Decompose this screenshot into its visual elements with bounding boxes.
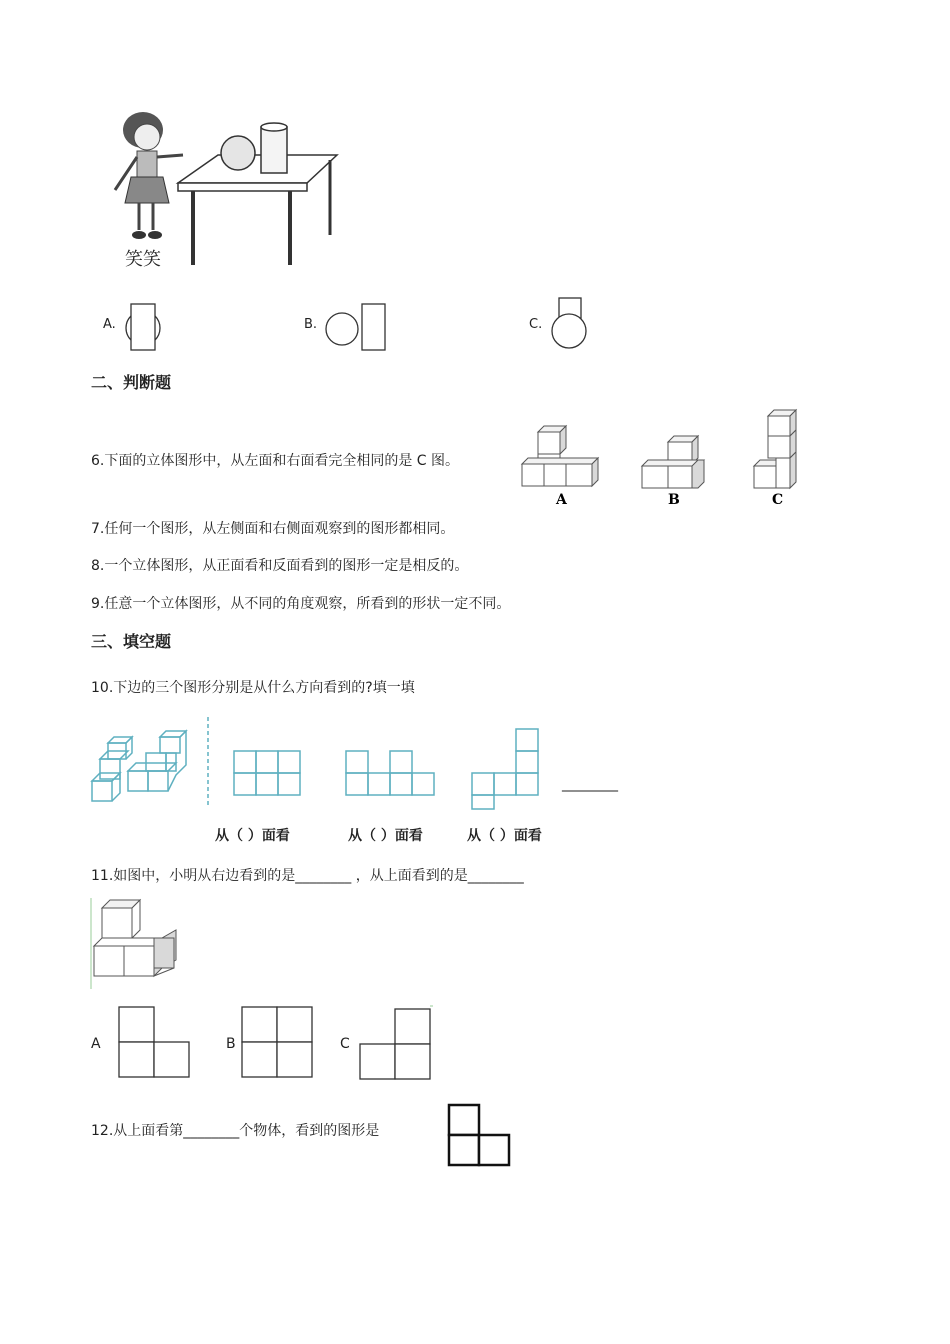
- q5-option-b[interactable]: [304, 302, 404, 354]
- q10-caption-3: 从（ ）面看: [467, 828, 542, 844]
- section-title-judgement: 二、判断题: [91, 373, 172, 392]
- question-6: 6.下面的立体图形中，从左面和右面看完全相同的是 C 图。: [91, 453, 460, 469]
- cube-figure-c: [754, 410, 796, 508]
- q12-top-view-shape: [446, 1102, 512, 1168]
- option-letter: C.: [529, 317, 543, 332]
- ball: [221, 136, 255, 170]
- question-7: 7.任何一个图形，从左侧面和右侧面观察到的图形都相同。: [91, 521, 455, 537]
- teal-view-2: [346, 751, 434, 795]
- teal-cube-structure: [92, 731, 186, 801]
- q11-option-b-label[interactable]: B: [226, 1036, 236, 1052]
- cylinder: [261, 127, 287, 173]
- q5-option-c[interactable]: [529, 296, 609, 354]
- option-b-shape: [322, 302, 392, 354]
- figure-label: 笑笑: [125, 249, 161, 270]
- q10-caption-1: 从（ ）面看: [215, 828, 290, 844]
- q11-option-b-grid[interactable]: [240, 1005, 314, 1079]
- question-12: 12.从上面看第________个物体，看到的图形是: [91, 1123, 380, 1139]
- option-letter: B.: [304, 317, 318, 332]
- cube-figure-a: [522, 426, 598, 508]
- question-11: 11.如图中，小明从右边看到的是________ ，从上面看到的是________: [91, 868, 524, 884]
- question-8: 8.一个立体图形，从正面看和反面看到的图形一定是相反的。: [91, 558, 469, 574]
- q11-option-c-label[interactable]: C: [340, 1036, 350, 1052]
- q10-caption-2: 从（ ）面看: [348, 828, 423, 844]
- q6-cube-figures: [520, 408, 820, 510]
- q11-option-c-grid[interactable]: [357, 1005, 435, 1081]
- q10-figures: [88, 715, 558, 810]
- q11-option-a-grid[interactable]: [117, 1005, 191, 1079]
- q10-answer-blank[interactable]: ________: [562, 776, 618, 792]
- q11-cube-figure: [90, 896, 180, 991]
- teal-view-1: [234, 751, 300, 795]
- question-9: 9.任意一个立体图形，从不同的角度观察，所看到的形状一定不同。: [91, 596, 511, 612]
- figure-label-a: A: [556, 492, 567, 508]
- section-title-fill-in: 三、填空题: [91, 632, 172, 651]
- q5-illustration: [105, 105, 345, 280]
- cube-figure-b: [642, 436, 704, 508]
- q5-option-a[interactable]: [103, 302, 173, 354]
- teal-view-3: [472, 729, 538, 809]
- figure-label-c: C: [772, 492, 784, 508]
- option-a-shape: [121, 302, 166, 354]
- option-letter: A.: [103, 317, 116, 332]
- question-10: 10.下边的三个图形分别是从什么方向看到的?填一填: [91, 680, 415, 696]
- q11-option-a-label[interactable]: A: [91, 1036, 101, 1052]
- option-c-shape: [547, 296, 592, 354]
- figure-label-b: B: [668, 492, 680, 508]
- table-top: [178, 155, 337, 183]
